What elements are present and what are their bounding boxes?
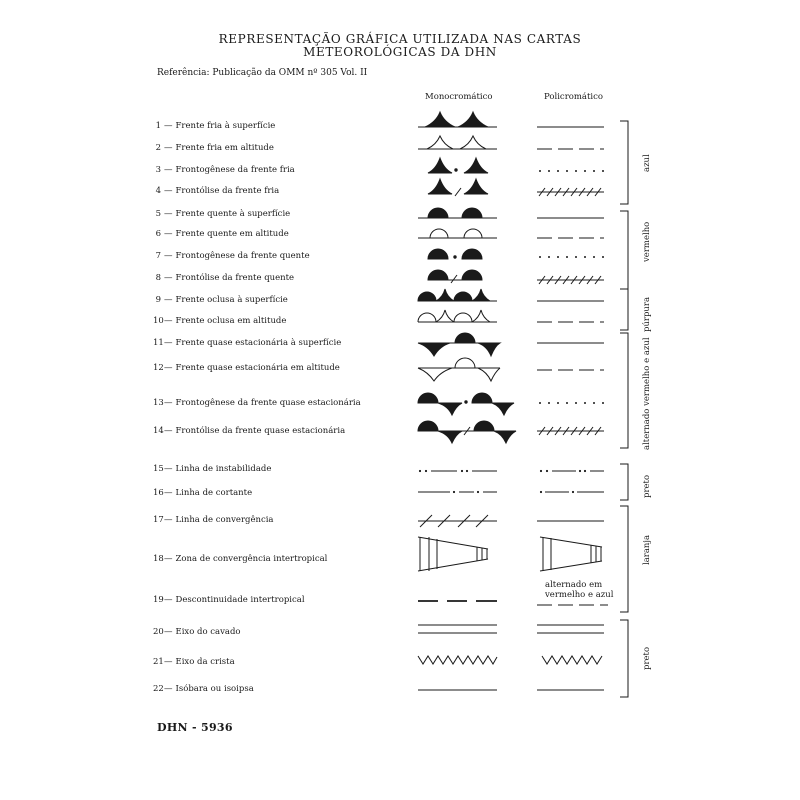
item-number: 1 [155, 121, 161, 131]
item-dash: — [164, 554, 173, 564]
itcz-symbol [418, 537, 602, 571]
item-dash: — [164, 143, 173, 153]
item-dash: — [164, 229, 173, 239]
item-dash: — [164, 488, 173, 498]
item-label: Frente oclusa em altitude [175, 316, 287, 326]
item-number: 14 [153, 426, 164, 436]
warm-front-altitude-symbol [418, 229, 604, 238]
item-number: 9 [155, 295, 161, 305]
item-dash: — [164, 627, 173, 637]
group-label-alternado: alternado vermelho e azul [642, 337, 652, 450]
item-dash: — [164, 209, 173, 219]
item-label: Isóbara ou isoipsa [175, 684, 254, 694]
item-dash: — [164, 398, 173, 408]
cold-front-surface-symbol [418, 112, 604, 127]
item-dash: — [164, 251, 173, 261]
item-number: 5 [155, 209, 161, 219]
item-label: Frontólise da frente quente [175, 273, 295, 283]
item-number: 22 [153, 684, 164, 694]
item-dash: — [164, 363, 173, 373]
group-label-purpura: púrpura [642, 296, 652, 332]
bracket-alternado [620, 333, 628, 448]
item-dash: — [164, 295, 173, 305]
item-label: Eixo da crista [175, 657, 235, 667]
group-label-azul: azul [642, 154, 652, 172]
item-dash: — [164, 657, 173, 667]
item-label: Frontólise da frente fria [175, 186, 280, 196]
cold-frontolysis-symbol [428, 179, 604, 196]
item-dash: — [164, 338, 173, 348]
item-number: 7 [155, 251, 161, 261]
intertropical-discontinuity-symbol [418, 601, 608, 605]
ridge-axis-symbol [418, 656, 602, 664]
item-number: 8 [155, 273, 161, 283]
item-dash: — [164, 426, 173, 436]
item-label: Frente fria à superfície [175, 121, 276, 131]
stationary-frontolysis-symbol [418, 421, 604, 443]
item-dash: — [164, 684, 173, 694]
item-number: 2 [155, 143, 161, 153]
polychrome-column-header: Policromático [544, 92, 604, 102]
bracket-vermelho [620, 211, 628, 289]
item-label: Frontólise da frente quase estacionária [175, 426, 346, 436]
item-number: 11 [153, 338, 164, 348]
bracket-preto-2 [620, 620, 628, 697]
group-label-preto-1: preto [642, 474, 652, 498]
stationary-front-surface-symbol [418, 333, 604, 356]
item-label: Frente quente em altitude [175, 229, 289, 239]
convergence-line-symbol [418, 515, 604, 527]
reference-note: Referência: Publicação da OMM nº 305 Vol. II [157, 68, 368, 78]
item-number: 10 [153, 316, 164, 326]
group-label-preto-2: preto [642, 646, 652, 670]
bracket-laranja [620, 506, 628, 612]
item-number: 17 [153, 515, 164, 525]
item-label: Frontogênese da frente fria [175, 165, 295, 175]
shear-line-symbol [418, 491, 604, 493]
item-label: Frente quase estacionária em altitude [175, 363, 340, 373]
item-label: Linha de instabilidade [175, 464, 272, 474]
warm-front-surface-symbol [418, 208, 604, 218]
warm-frontolysis-symbol [428, 270, 604, 284]
item-dash: — [164, 186, 173, 196]
item-label: Linha de convergência [175, 515, 274, 525]
item-number: 3 [155, 165, 161, 175]
item-label: Frente quente à superfície [175, 209, 291, 219]
item-number: 21 [153, 657, 164, 667]
item-dash: — [164, 515, 173, 525]
item-label: Frente quase estacionária à superfície [175, 338, 342, 348]
item-label: Eixo do cavado [175, 627, 241, 637]
group-label-laranja: laranja [642, 534, 652, 565]
trough-axis-symbol [418, 625, 604, 633]
item-number: 20 [153, 627, 164, 637]
item-number: 4 [155, 186, 161, 196]
item-dash: — [164, 595, 173, 605]
occluded-front-surface-symbol [418, 289, 604, 301]
item-label: Zona de convergência intertropical [175, 554, 328, 564]
item-label: Frente oclusa à superfície [175, 295, 288, 305]
item-dash: — [164, 464, 173, 474]
item-number: 16 [153, 488, 164, 498]
item-dash: — [164, 165, 173, 175]
occluded-front-altitude-symbol [418, 310, 604, 322]
bracket-azul [620, 121, 628, 204]
stationary-front-altitude-symbol [418, 358, 604, 381]
title-line-1: REPRESENTAÇÃO GRÁFICA UTILIZADA NAS CARTAS [218, 32, 582, 46]
item-label: Descontinuidade intertropical [175, 595, 305, 605]
item-label: Frontogênese da frente quase estacionária [175, 398, 361, 408]
item-label: Frontogênese da frente quente [175, 251, 310, 261]
cold-front-altitude-symbol [418, 136, 604, 149]
stationary-frontogenesis-symbol [418, 393, 604, 415]
cold-frontogenesis-symbol [428, 158, 604, 173]
title-line-2: METEOROLÓGICAS DA DHN [303, 45, 497, 59]
polychrome-note: alternado em vermelho e azul [545, 580, 614, 600]
bracket-purpura [620, 289, 628, 330]
item-number: 13 [153, 398, 164, 408]
item-number: 15 [153, 464, 164, 474]
group-label-vermelho: vermelho [642, 221, 652, 262]
item-number: 19 [153, 595, 164, 605]
item-number: 18 [153, 554, 164, 564]
item-dash: — [164, 273, 173, 283]
monochrome-column-header: Monocromático [425, 92, 493, 102]
item-number: 12 [153, 363, 164, 373]
item-dash: — [164, 121, 173, 131]
instability-line-symbol [419, 470, 604, 472]
item-dash: — [164, 316, 173, 326]
item-label: Frente fria em altitude [175, 143, 274, 153]
warm-frontogenesis-symbol [428, 249, 604, 259]
bracket-preto-1 [620, 464, 628, 500]
item-label: Linha de cortante [175, 488, 253, 498]
document-code: DHN - 5936 [157, 721, 233, 734]
item-number: 6 [155, 229, 161, 239]
